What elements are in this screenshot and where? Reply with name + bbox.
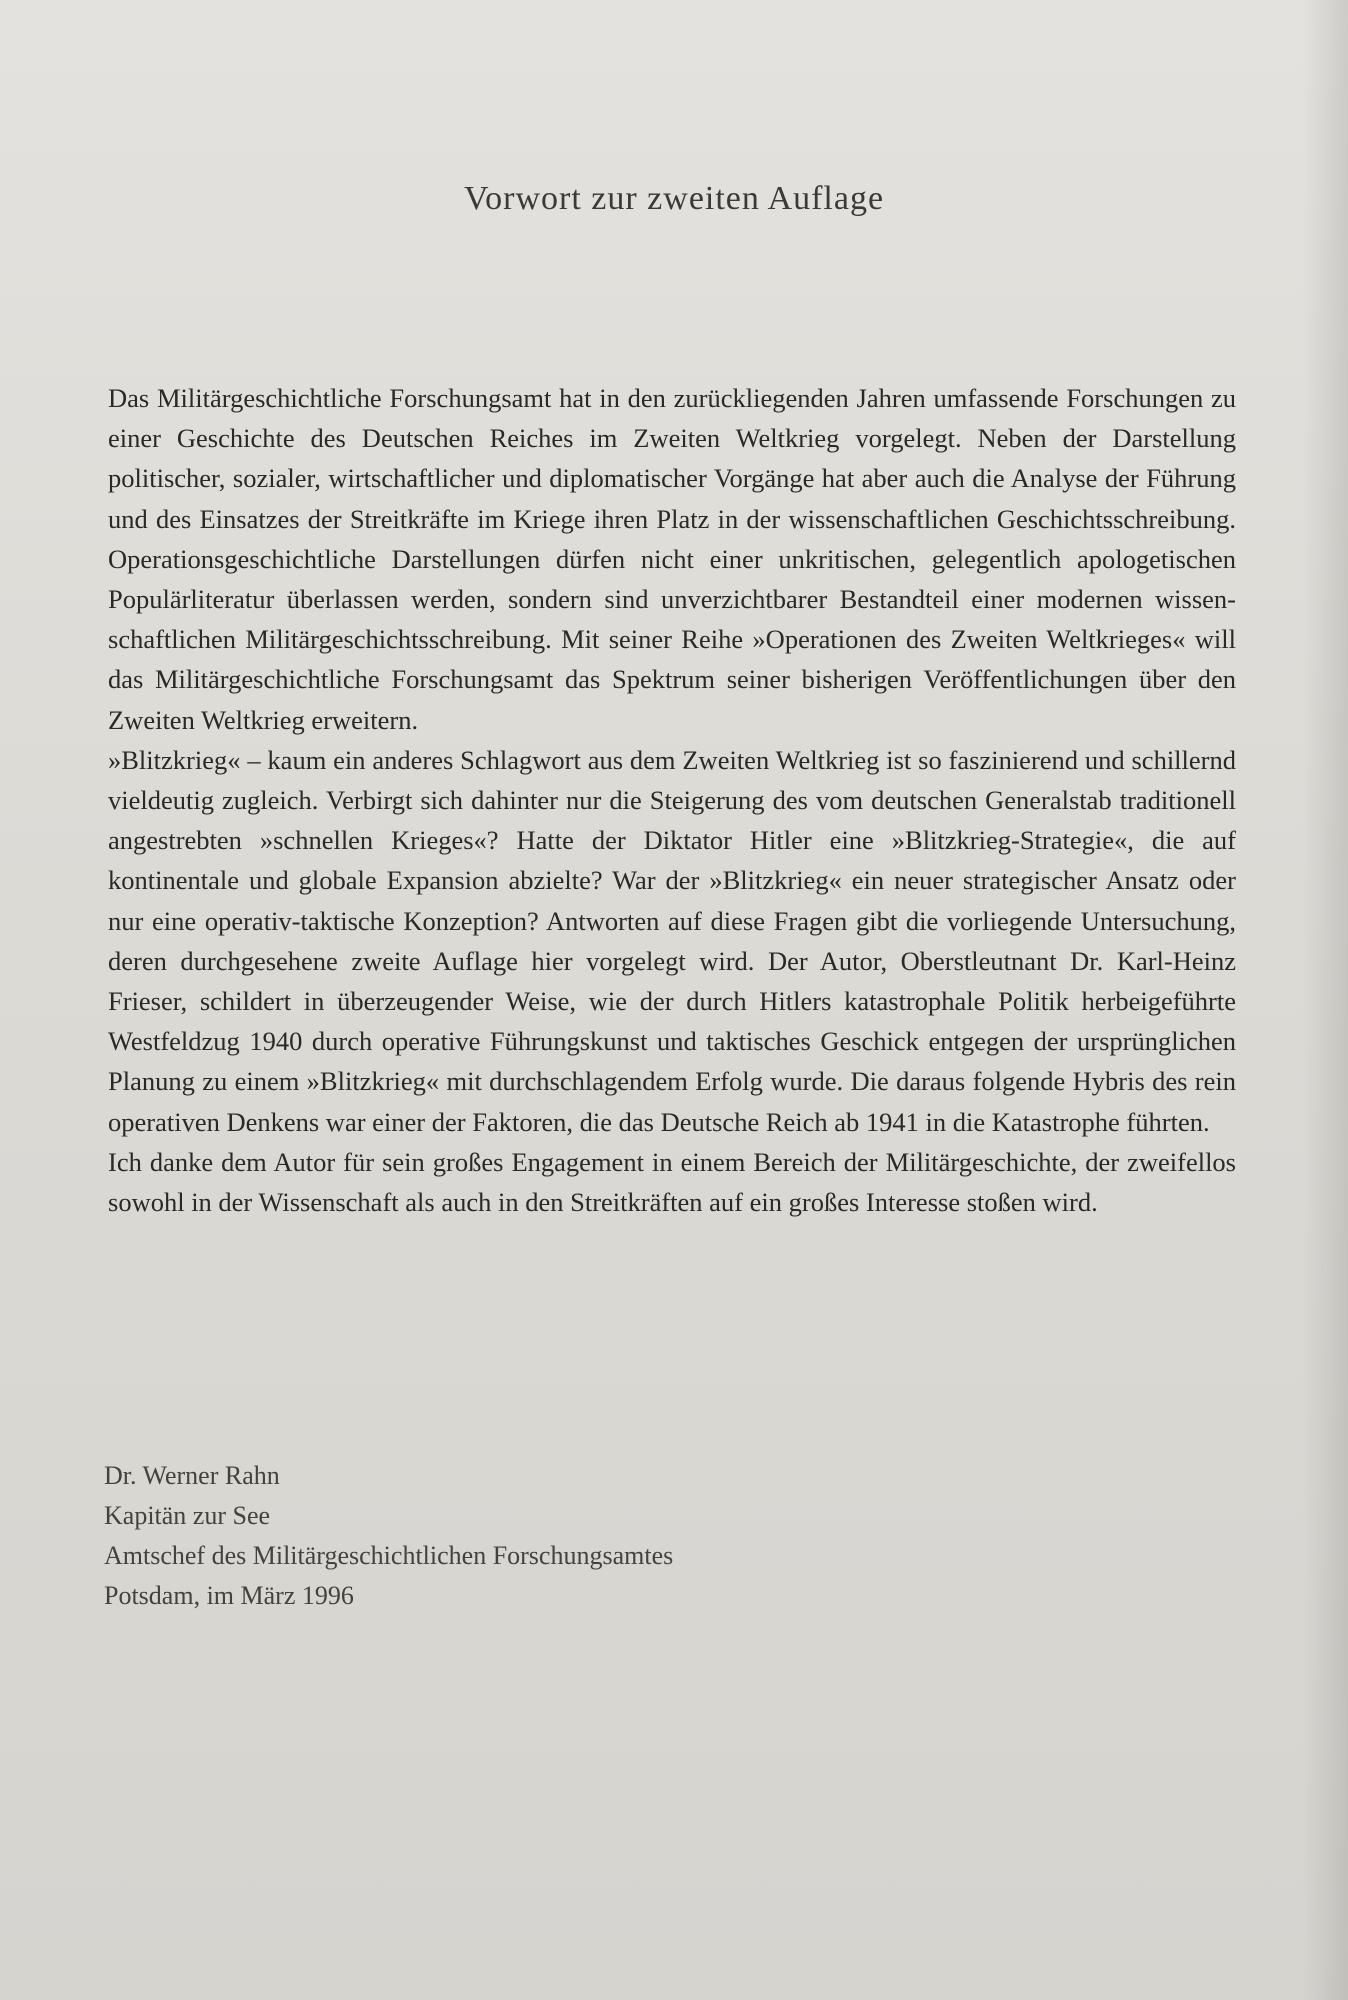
paragraph: Das Militärgeschichtliche Forschungsamt hat in den zurückliegenden Jahren umfassende Forschungen zu einer Geschichte des Deutschen Reiches im Zweiten Weltkrieg vorgelegt. Neben der Darstellung politischer, sozialer, wirtschaftlicher und diplomatischer Vorgänge hat aber auch die Analyse der Führung und des Einsatzes der Streitkräfte im Kriege ihren Platz in der wissenschaftlichen Geschichtsschreibung. Operationsgeschichtliche Darstellungen dürfen nicht einer unkritischen, gelegentlich apologetischen Populärliteratur überlassen werden, sondern sind unverzichtbarer Bestandteil einer modernen wissenschaftlichen Militärgeschichtsschreibung. Mit seiner Reihe »Operationen des Zweiten Weltkrieges« will das Militärgeschichtliche Forschungsamt das Spektrum seiner bisherigen Veröffentlichungen über den Zweiten Weltkrieg erweitern. bbox=[108, 383, 1236, 735]
paragraph: »Blitzkrieg« – kaum ein anderes Schlagwort aus dem Zweiten Weltkrieg ist so faszinierend und schillernd vieldeutig zugleich. Verbirgt sich dahinter nur die Steigerung des vom deutschen Generalstab traditionell angestrebten »schnellen Krieges«? Hatte der Diktator Hitler eine »Blitzkrieg-Strategie«, die auf kontinentale und globale Expansion abzielte? War der »Blitzkrieg« ein neuer strategischer Ansatz oder nur eine operativ-taktische Konzeption? Antworten auf diese Fragen gibt die vorliegende Untersuchung, deren durchgesehene zweite Auflage hier vorgelegt wird. Der Autor, Oberstleutnant Dr. Karl-Heinz Frieser, schildert in überzeugender Weise, wie der durch Hitlers katastrophale Politik herbeigeführte Westfeldzug 1940 durch operative Führungskunst und taktisches Geschick entgegen der ursprünglichen Planung zu einem »Blitzkrieg« mit durchschlagendem Erfolg wurde. Die daraus folgende Hybris des rein operativen Denkens war einer der Faktoren, die das Deutsche Reich ab 1941 in die Katastrophe führten. bbox=[108, 744, 1236, 1137]
page-edge-shadow bbox=[1302, 0, 1348, 2000]
paragraph: Ich danke dem Autor für sein großes Engagement in einem Bereich der Militärgeschichte, der zweifellos sowohl in der Wissenschaft als auch in den Streitkräften auf ein großes Interesse stoßen wird. bbox=[108, 1146, 1236, 1218]
signature-name: Dr. Werner Rahn bbox=[104, 1461, 280, 1490]
signature-place-date: Potsdam, im März 1996 bbox=[104, 1581, 354, 1610]
page-title: Vorwort zur zweiten Auflage bbox=[463, 180, 885, 217]
signature-position: Amtschef des Militärgeschichtlichen Forschungsamtes bbox=[104, 1541, 674, 1570]
signature-rank: Kapitän zur See bbox=[104, 1501, 271, 1530]
signature-block bbox=[104, 1456, 673, 1616]
preface-body bbox=[108, 378, 1236, 1222]
